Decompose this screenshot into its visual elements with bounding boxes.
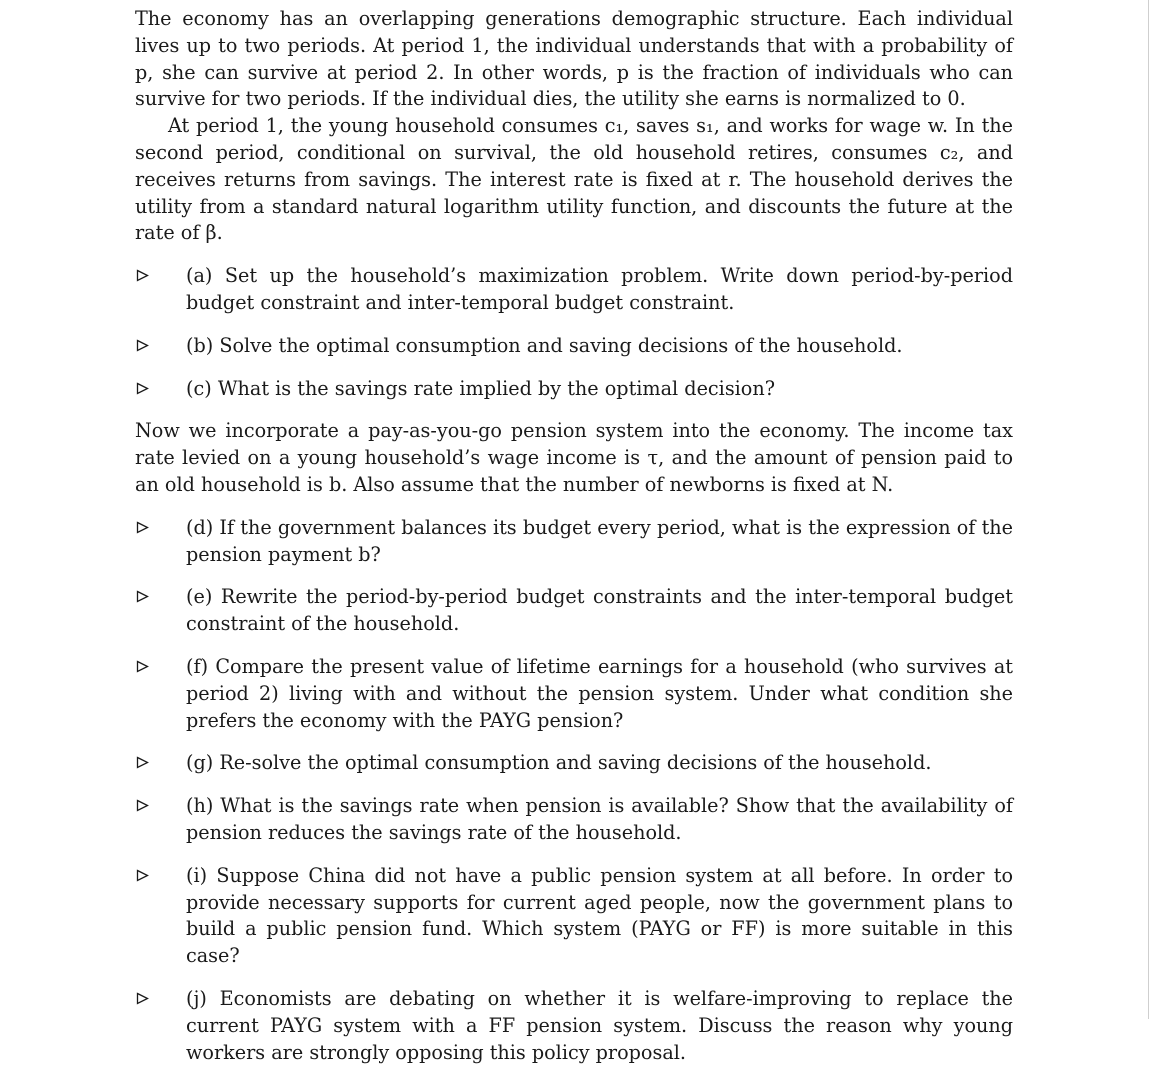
- page-edge-divider: [1148, 0, 1149, 1019]
- question-list-part-1: [135, 263, 1013, 402]
- triangle-right-outline-icon: [135, 750, 187, 777]
- question-list-part-2: [135, 515, 1013, 1066]
- pension-paragraph: Now we incorporate a pay-as-you-go pension system into the economy. The income tax rate levied on a young household’s wage income is τ, and the amount of pension paid to an old household is b. Also assume that the number of newborns is fixed at N.: [135, 419, 1013, 496]
- question-text-e: (e) Rewrite the period-by-period budget constraints and the inter-temporal budget constraint of the household.: [186, 585, 1013, 636]
- triangle-right-outline-icon: [135, 376, 187, 403]
- question-text-i: (i) Suppose China did not have a public pension system at all before. In order to provide necessary supports for current aged people, now the government plans to build a public pension fund. Which system (PAYG or FF) is more suitable in this case?: [186, 863, 1013, 968]
- list-item: [135, 333, 1013, 360]
- list-item: [135, 863, 1013, 970]
- triangle-right-outline-icon: [135, 986, 187, 1013]
- document-page: [135, 6, 1013, 1066]
- triangle-right-outline-icon: [135, 333, 187, 360]
- question-text-a: (a) Set up the household’s maximization problem. Write down period-by-period budget constraint and inter-temporal budget constraint.: [186, 264, 1013, 314]
- list-item: [135, 584, 1013, 638]
- triangle-right-outline-icon: [135, 654, 187, 681]
- list-item: [135, 654, 1013, 734]
- triangle-right-outline-icon: [135, 863, 187, 890]
- triangle-right-outline-icon: [135, 515, 187, 542]
- list-item: [135, 986, 1013, 1066]
- list-item: [135, 750, 1013, 777]
- intro-paragraph-1: The economy has an overlapping generations demographic structure. Each individual lives up to two periods. At period 1, the individual understands that with a probability of p, she can survive at period 2. In other words, p is the fraction of individuals who can survive for two periods. If the individual dies, the utility she earns is normalized to 0.: [135, 7, 1013, 111]
- triangle-right-outline-icon: [135, 263, 187, 290]
- question-text-h: (h) What is the savings rate when pension is available? Show that the availability of pension reduces the savings rate of the household.: [186, 794, 1013, 844]
- triangle-right-outline-icon: [135, 584, 187, 611]
- question-text-d: (d) If the government balances its budget every period, what is the expression of the pension payment b?: [186, 515, 1013, 566]
- question-text-j: (j) Economists are debating on whether it is welfare-improving to replace the current PAYG system with a FF pension system. Discuss the reason why young workers are strongly opposing this policy proposal.: [186, 986, 1013, 1064]
- intro-paragraph-2: At period 1, the young household consumes c₁, saves s₁, and works for wage w. In the second period, conditional on survival, the old household retires, consumes c₂, and receives returns from savings. The interest rate is fixed at r. The household derives the utility from a standard natural logarithm utility function, and discounts the future at the rate of β.: [135, 114, 1013, 245]
- list-item: [135, 793, 1013, 847]
- triangle-right-outline-icon: [135, 793, 187, 820]
- question-text-g: (g) Re-solve the optimal consumption and saving decisions of the household.: [186, 751, 932, 775]
- list-item: [135, 376, 1013, 403]
- list-item: [135, 263, 1013, 317]
- question-text-f: (f) Compare the present value of lifetime earnings for a household (who survives at period 2) living with and without the pension system. Under what condition she prefers the economy with the PAYG pension?: [186, 654, 1013, 732]
- question-text-b: (b) Solve the optimal consumption and saving decisions of the household.: [186, 333, 903, 357]
- list-item: [135, 515, 1013, 569]
- question-text-c: (c) What is the savings rate implied by the optimal decision?: [186, 376, 775, 400]
